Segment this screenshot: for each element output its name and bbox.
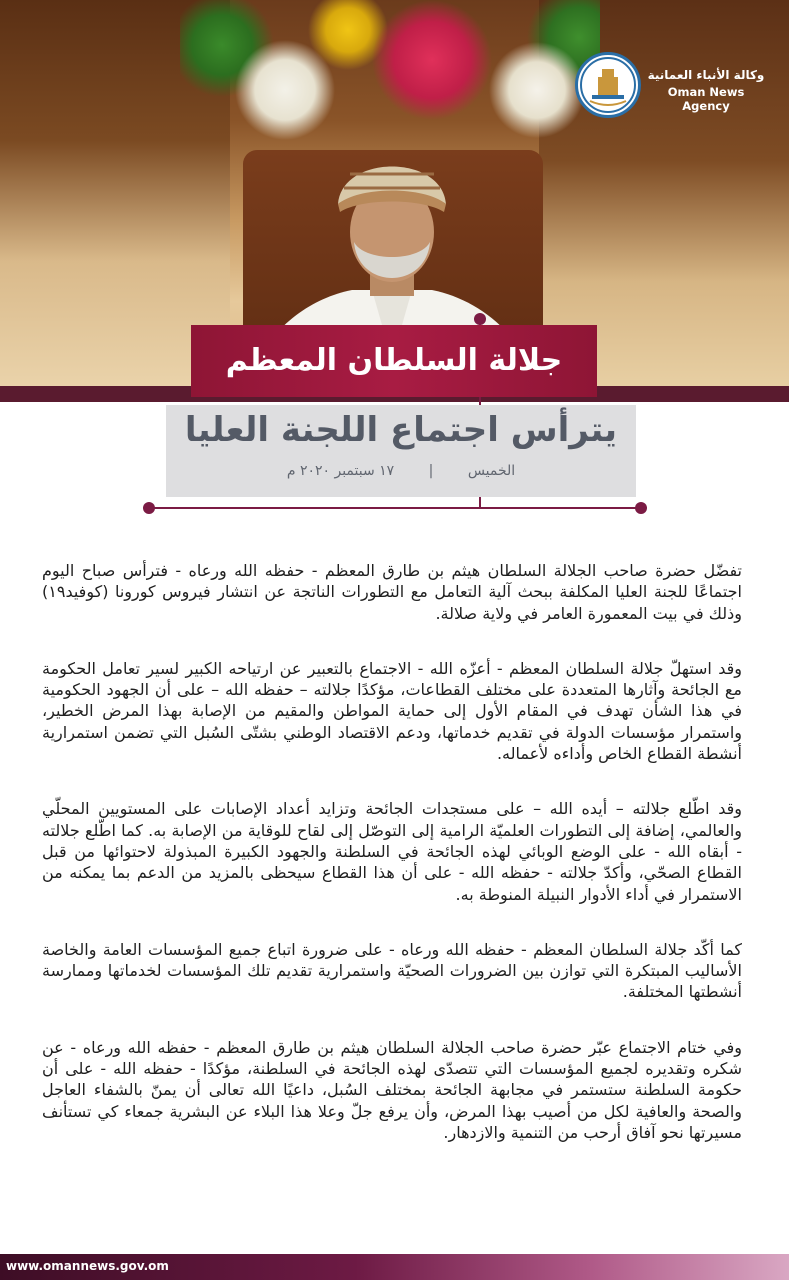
date-day: الخميس: [467, 463, 516, 479]
agency-name-english: Oman News Agency: [667, 85, 745, 113]
title-sultan: جلالة السلطان المعظم: [225, 343, 563, 378]
decorative-dot-top: [474, 313, 486, 325]
footer-website-link[interactable]: www.omannews.gov.om: [6, 1259, 169, 1273]
article-body: [42, 560, 742, 1177]
decorative-dot-right: [635, 502, 647, 514]
subtitle-meeting: يترأس اجتماع اللجنة العليا: [184, 410, 618, 450]
ona-logo-icon: [575, 52, 641, 118]
article-paragraph: تفضّل حضرة صاحب الجلالة السلطان هيثم بن طارق المعظم - حفظه الله ورعاه - فترأس صباح اليوم اجتماعًا للجنة العليا المكلفة ببحث آلية التعامل مع التطورات الناتجة عن انتشار فيروس كورونا (كوفيد١٩) وذلك في بيت المعمورة العامر في ولاية صلالة.: [42, 561, 742, 623]
decorative-horizontal-line: [148, 507, 642, 509]
article-paragraph: كما أكّد جلالة السلطان المعظم - حفظه الله ورعاه - على ضرورة اتباع جميع المؤسسات العامة والخاصة الأساليب المبتكرة التي توازن بين الضرورات الصحيّة واستمرارية تقديم تلك المؤسسات لخدماتها وممارسة أنشطتها المختلفة.: [42, 939, 742, 1002]
date-value: ١٧ سبتمبر ٢٠٢٠ م: [286, 463, 395, 479]
agency-name-arabic: وكالة الأنباء العمانية: [647, 68, 765, 82]
date-separator: |: [428, 463, 434, 479]
article-paragraph: وفي ختام الاجتماع عبّر حضرة صاحب الجلالة السلطان هيثم بن طارق المعظم - حفظه الله ورعاه - عن شكره وتقديره لجميع المؤسسات التي تتصدّى لهذه الجائحة في السلطنة، مؤكدًا - حفظه الله - على أن حكومة السلطنة ستستمر في مجابهة الجائحة بمختلف السُبل، داعيًا الله تعالى أن يمنّ بالشفاء العاجل والصحة والعافية لكل من أصيب بهذا المرض، وأن يرفع جلّ وعلا هذا البلاء عن البشرية جمعاء كي تستأنف مسيرتها نحو آفاق أرحب من التنمية والازدهار.: [42, 1037, 742, 1142]
article-paragraph: وقد استهلّ جلالة السلطان المعظم - أعزّه الله - الاجتماع بالتعبير عن ارتياحه الكبير لسير تعامل الحكومة مع الجائحة وآثارها المتعددة على مختلف القطاعات، مؤكدًا جلالته – حفظه الله – على أن الجهود الحكومية في هذا الشأن تهدف في المقام الأول إلى حماية المواطن والمقيم من الإصابة بهذا المرض الخطير، واستمرار مؤسسات الدولة في تقديم خدماتها، ودعم الاقتصاد الوطني بشتّى السُبل التي تضمن استمرارية أنشطة القطاع الخاص وأداءه لأعماله.: [42, 658, 742, 764]
decorative-dot-left: [143, 502, 155, 514]
hero-flowers: [180, 0, 600, 150]
date-line: [166, 463, 636, 479]
article-paragraph: وقد اطّلع جلالته – أيده الله – على مستجدات الجائحة وتزايد أعداد الإصابات على المستويين المحلّي والعالمي، إضافة إلى التطورات العلميّة الرامية إلى التوصّل إلى لقاح للوقاية من الإصابة به. كما اطّلع جلالته - أبقاه الله - على الوضع الوبائي لهذه الجائحة في السلطنة والجهود الكبيرة المبذولة لاحتوائها من قبل القطاع الصحّي، وأكدّ جلالته - حفظه الله - على أن هذا القطاع سيحظى بالمزيد من الدعم بما يمكنه من الاستمرار في أداء الأدوار النبيلة المنوطة به.: [42, 799, 742, 904]
